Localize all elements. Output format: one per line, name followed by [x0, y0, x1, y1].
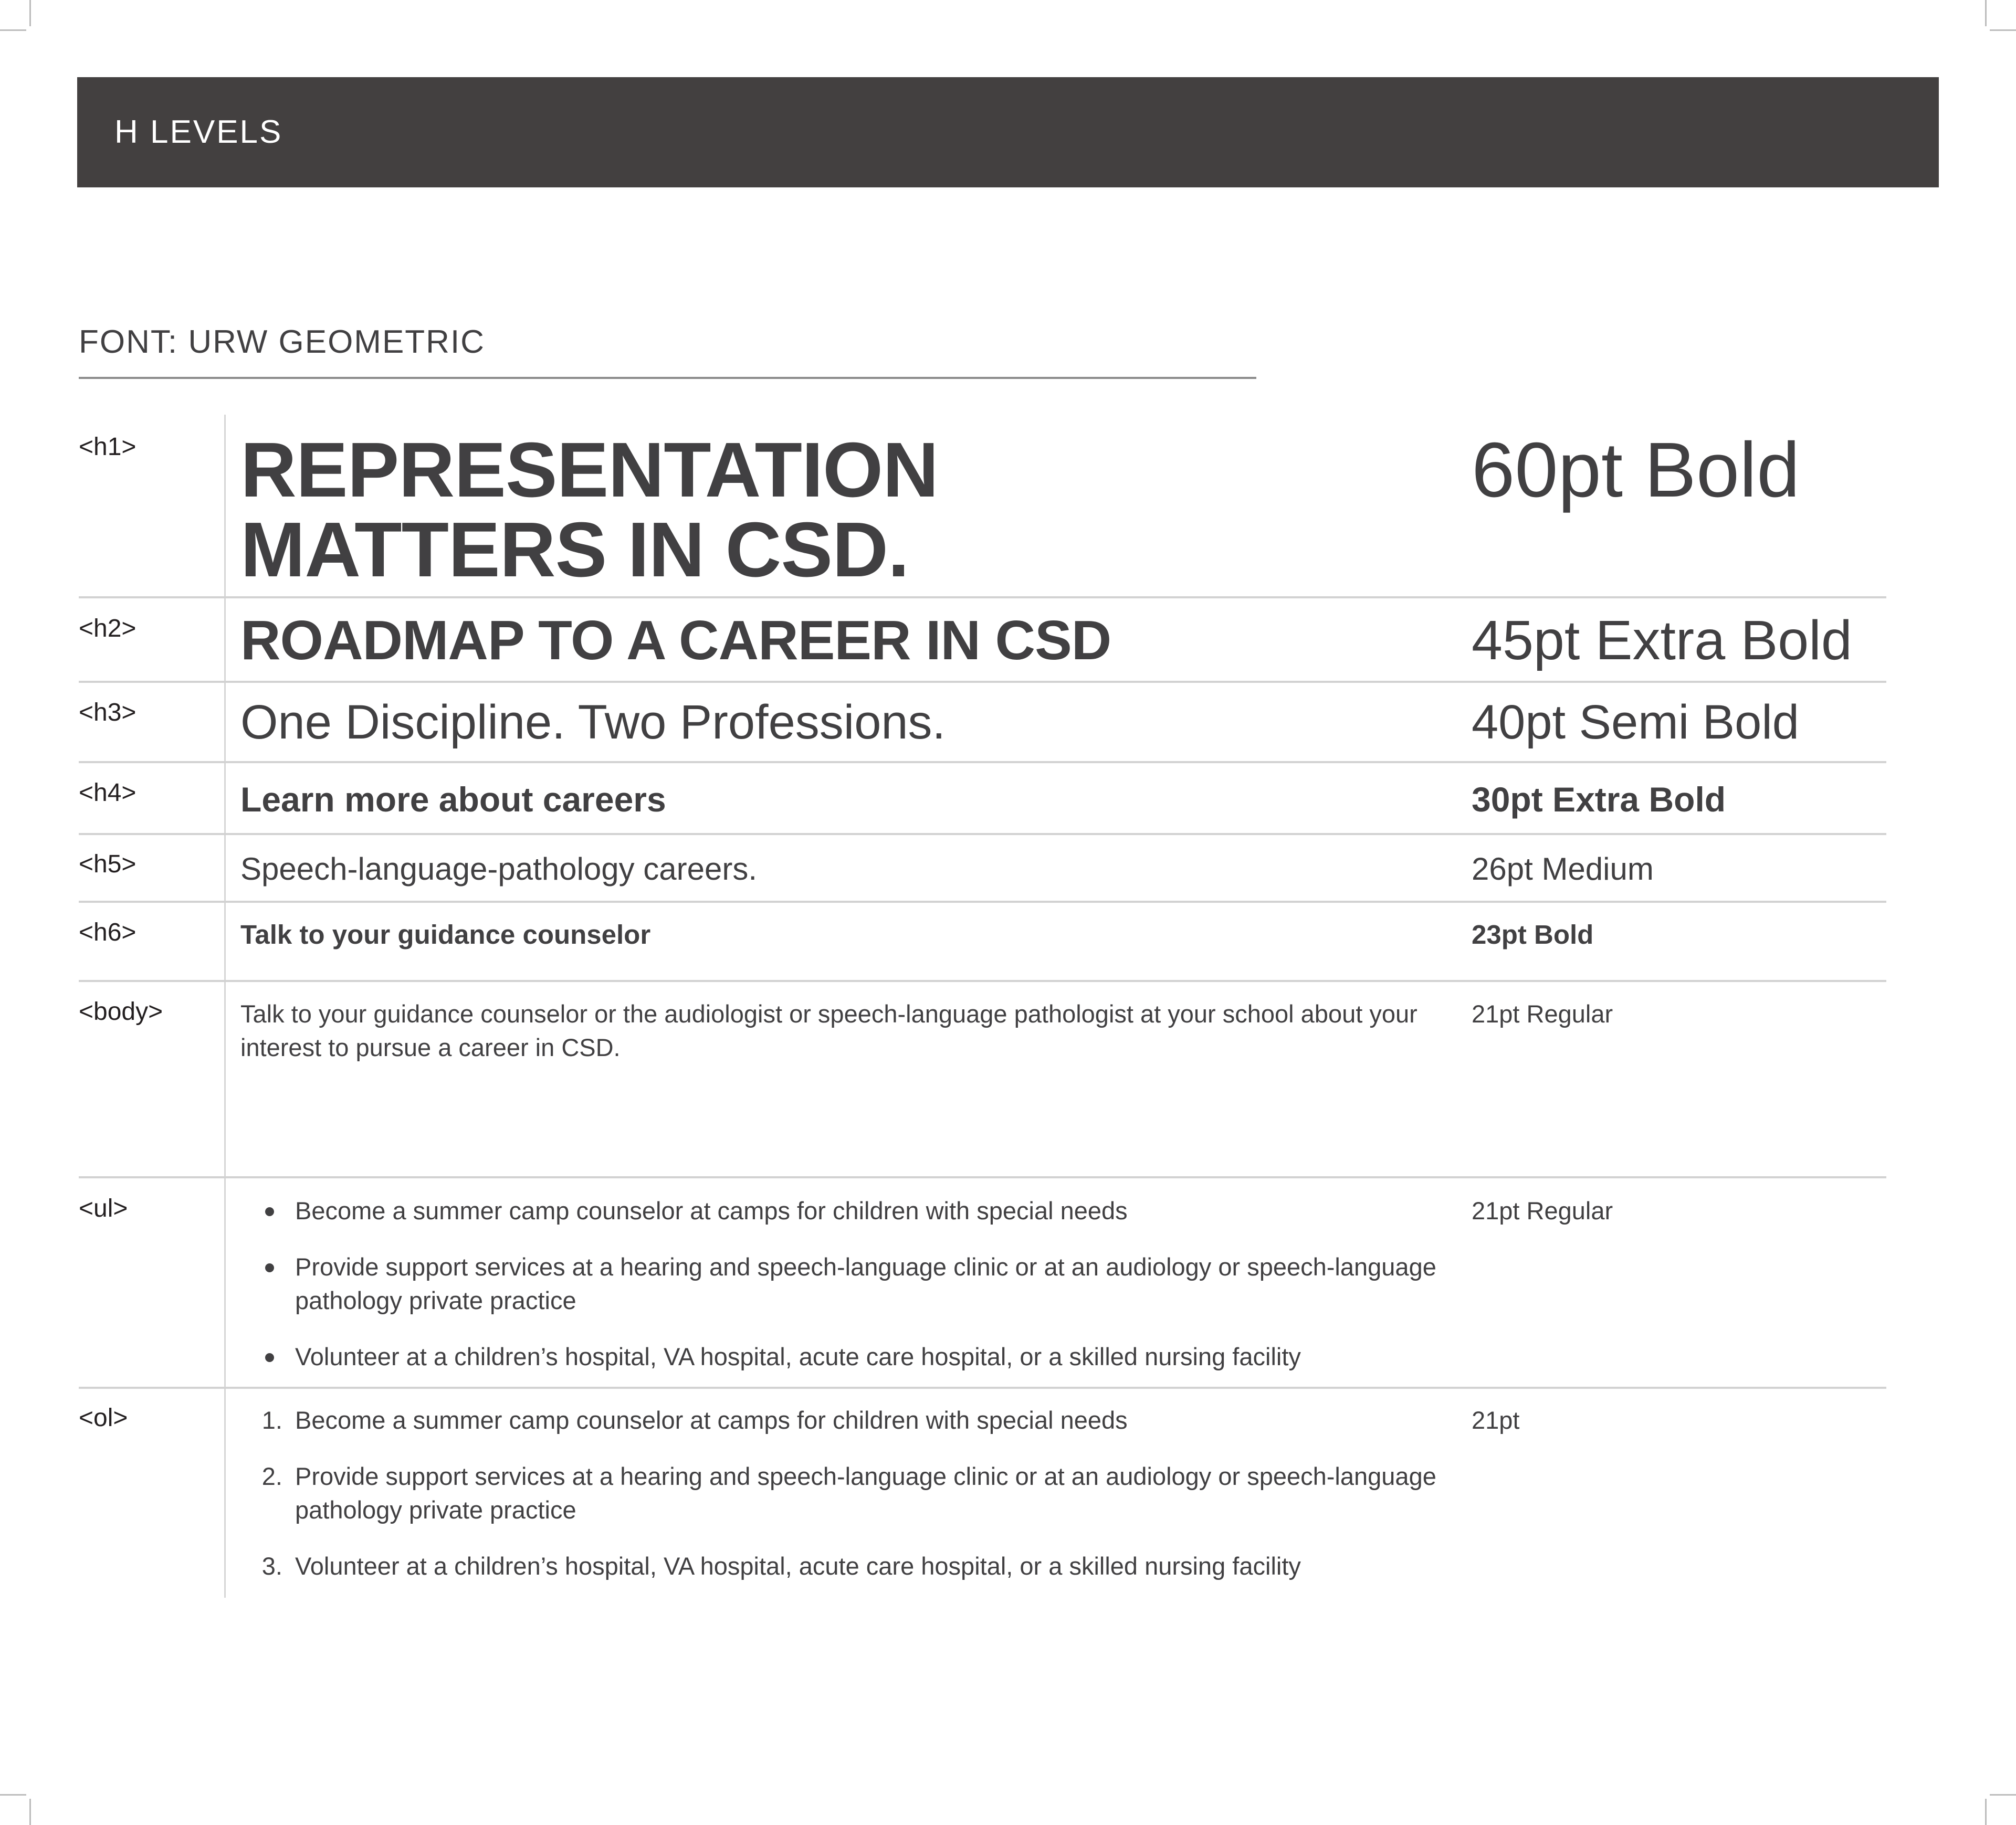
row-divider [79, 681, 1886, 683]
h1-spec: 60pt Bold [1472, 427, 1800, 513]
h5-spec: 26pt Medium [1472, 851, 1654, 887]
tag-label: <h4> [79, 779, 136, 807]
tag-label: <h5> [79, 850, 136, 878]
bullet-icon [265, 1353, 274, 1362]
crop-mark [1985, 1799, 1987, 1825]
list-item: 1. Become a summer camp counselor at camps for children with special needs [240, 1404, 1464, 1437]
list-item: Provide support services at a hearing and speech-language clinic or at an audiology or speech-language pathology private practice [240, 1250, 1464, 1317]
h6-sample: Talk to your guidance counselor [240, 920, 651, 950]
row-divider [79, 833, 1886, 835]
crop-mark [0, 1794, 26, 1796]
h5-sample: Speech-language-pathology careers. [240, 851, 757, 887]
list-item: Become a summer camp counselor at camps for children with special needs [240, 1194, 1464, 1228]
ordered-list-sample [240, 1404, 1464, 1606]
font-label-rule [79, 377, 1256, 379]
list-number: 3. [261, 1552, 282, 1580]
type-row-ul [79, 1194, 1886, 1383]
h1-sample [240, 427, 939, 593]
tag-label: <h1> [79, 433, 136, 461]
body-sample: Talk to your guidance counselor or the audiologist or speech-language pathologist at your school about your interest to pursue a career in CSD. [240, 1000, 1418, 1061]
h4-sample: Learn more about careers [240, 780, 666, 819]
tag-label: <ul> [79, 1195, 128, 1222]
h3-sample: One Discipline. Two Professions. [240, 695, 946, 749]
tag-label: <h6> [79, 919, 136, 946]
h2-spec: 45pt Extra Bold [1472, 609, 1852, 671]
h3-spec: 40pt Semi Bold [1472, 695, 1799, 749]
bullet-icon [265, 1263, 274, 1272]
list-item: 2. Provide support services at a hearing and speech-language clinic or at an audiology or speech-language pathology private practice [240, 1460, 1464, 1527]
list-item: 3. Volunteer at a children’s hospital, VA hospital, acute care hospital, or a skilled nursing facility [240, 1549, 1464, 1583]
list-item: Volunteer at a children’s hospital, VA hospital, acute care hospital, or a skilled nursing facility [240, 1340, 1464, 1374]
crop-mark [1990, 29, 2016, 31]
crop-mark [1985, 0, 1987, 26]
row-divider [79, 980, 1886, 982]
page-title: H LEVELS [114, 114, 283, 150]
font-label: FONT: URW GEOMETRIC [79, 324, 485, 360]
unordered-list-sample [240, 1194, 1464, 1396]
h1-sample-line: MATTERS IN CSD. [240, 507, 909, 593]
crop-mark [29, 0, 31, 26]
row-divider [79, 1176, 1886, 1178]
header-bar [77, 77, 1939, 187]
ul-spec: 21pt Regular [1472, 1197, 1613, 1225]
ol-spec: 21pt [1472, 1406, 1520, 1434]
tag-label: <ol> [79, 1404, 128, 1432]
tag-label: <h2> [79, 615, 136, 642]
row-divider [79, 596, 1886, 598]
tag-label: <body> [79, 998, 163, 1026]
list-number: 2. [261, 1462, 282, 1490]
list-number: 1. [261, 1406, 282, 1434]
h4-spec: 30pt Extra Bold [1472, 780, 1726, 819]
h1-sample-line: REPRESENTATION [240, 427, 939, 513]
crop-mark [0, 29, 26, 31]
row-divider [79, 1387, 1886, 1389]
tag-label: <h3> [79, 699, 136, 726]
row-divider [79, 901, 1886, 903]
bullet-icon [265, 1207, 274, 1216]
body-spec: 21pt Regular [1472, 1000, 1613, 1028]
crop-mark [1990, 1794, 2016, 1796]
h6-spec: 23pt Bold [1472, 920, 1594, 950]
h2-sample: ROADMAP TO A CAREER IN CSD [240, 609, 1111, 671]
type-row-ol [79, 1404, 1886, 1592]
row-divider [79, 761, 1886, 763]
crop-mark [29, 1799, 31, 1825]
